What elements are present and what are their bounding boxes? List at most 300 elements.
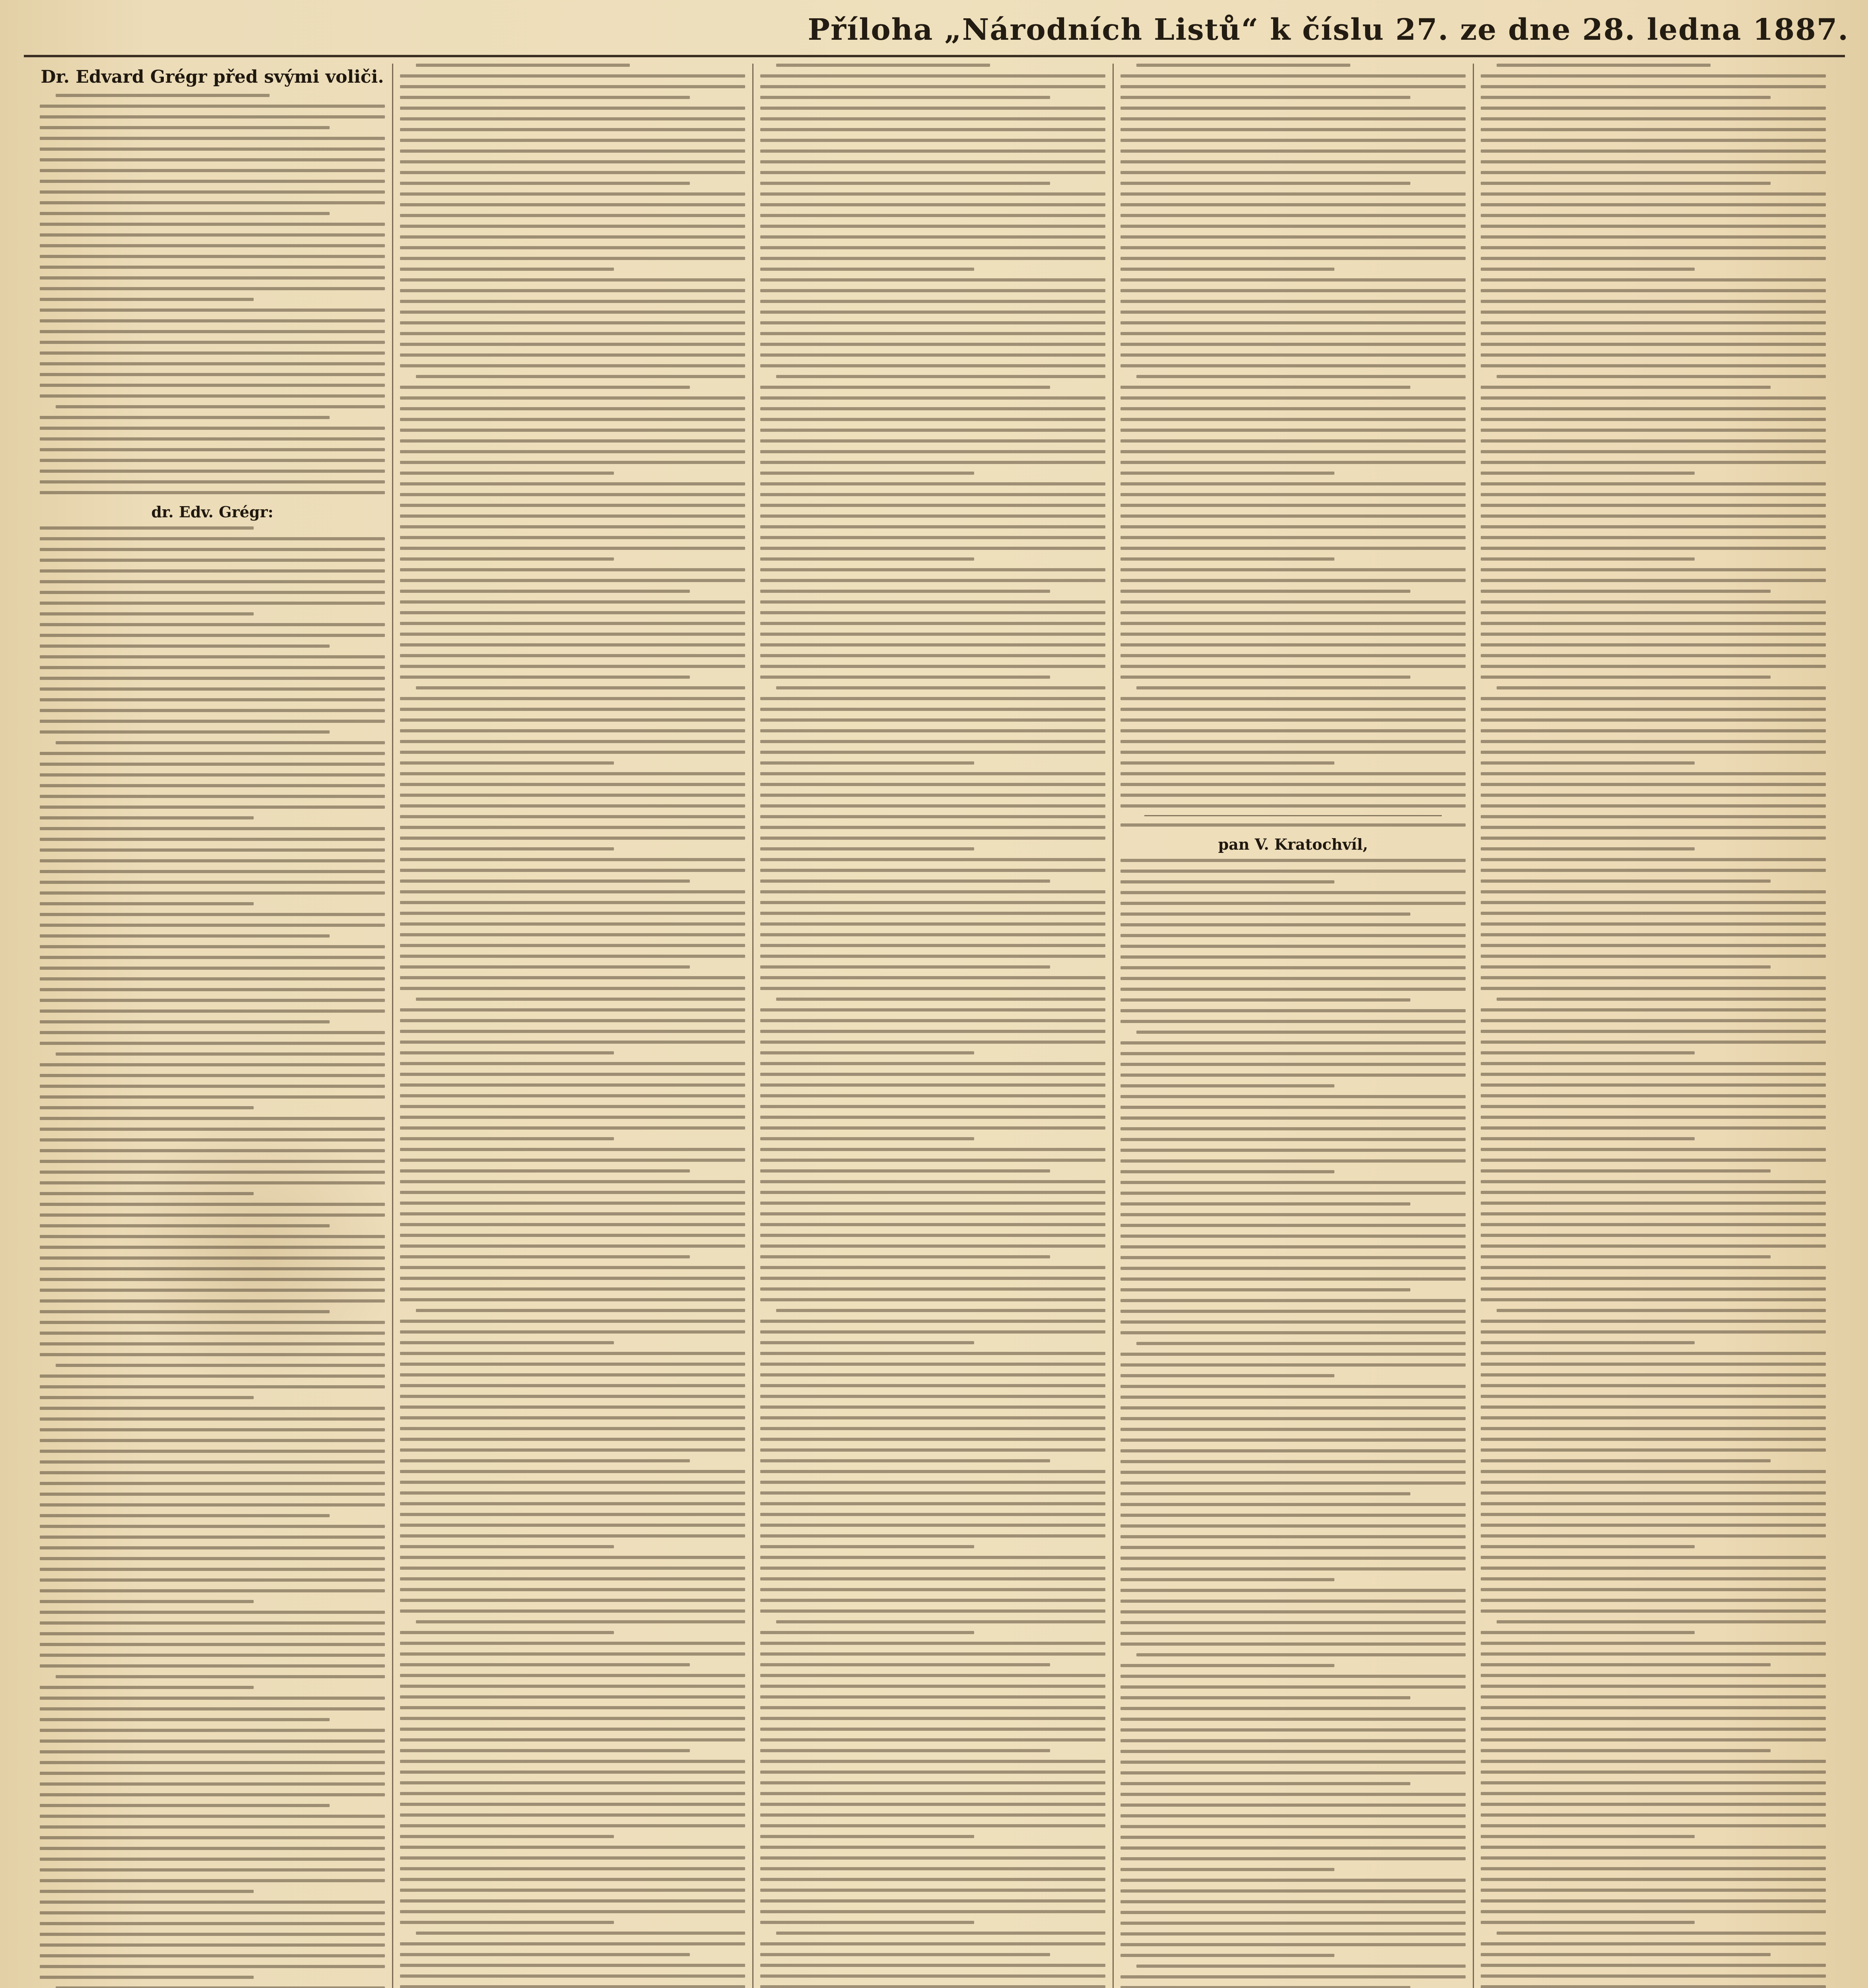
text-line [40,784,385,787]
text-line [40,1095,385,1099]
text-line [40,612,254,615]
text-line [400,1942,745,1945]
text-line [1120,1116,1466,1120]
text-line [760,321,1105,324]
text-line [40,1976,254,1979]
text-line [760,1126,1105,1130]
text-line [40,1063,385,1066]
text-line [1136,375,1466,378]
text-line [760,214,1105,217]
text-line [760,858,1105,861]
text-line [1481,976,1826,979]
text-line [1481,353,1826,357]
text-line [416,1620,745,1623]
text-line [400,955,745,958]
text-line [1120,643,1466,646]
text-line [1120,107,1466,110]
text-line [1120,718,1466,722]
text-line [760,74,1105,78]
text-line [1481,525,1826,528]
text-line [1120,1170,1334,1173]
text-line [40,148,385,151]
text-line [1481,654,1826,657]
text-line [1120,1396,1466,1399]
text-line [1120,246,1466,249]
text-line [40,1074,385,1077]
text-line [40,427,385,430]
text-line [1120,891,1466,894]
text-line [40,309,385,312]
text-line [1120,1642,1466,1646]
text-line [1120,1718,1466,1721]
text-line [400,1534,745,1538]
text-line [400,1352,745,1355]
text-line [400,1921,614,1924]
text-line [1120,1320,1466,1324]
text-line [760,1277,1105,1280]
text-line [40,126,330,129]
text-line [760,697,1105,700]
text-line [40,859,385,862]
text-line [1481,708,1826,711]
text-line [40,1450,385,1453]
text-line [1136,1031,1466,1034]
section-separator [1144,815,1442,816]
text-line [760,1373,1105,1376]
text-line [400,1459,690,1462]
text-line [760,171,1105,174]
text-line [760,235,1105,239]
text-line [1481,1674,1826,1677]
text-line [1120,966,1466,969]
text-line [1120,1256,1466,1259]
text-line [776,1932,1105,1935]
text-line [1481,429,1826,432]
text-line [400,1491,745,1495]
text-line [400,815,745,818]
text-line [760,1298,1105,1301]
text-line [760,1330,1105,1334]
column-divider [1473,64,1474,1988]
text-line [1481,1835,1695,1838]
text-line [1120,1288,1410,1291]
text-line [760,976,1105,979]
text-line [760,1244,1105,1248]
text-line [1481,1760,1826,1763]
text-line [1481,1921,1695,1924]
text-line [1120,1868,1334,1871]
text-line [40,977,385,980]
text-line [1481,1781,1826,1784]
text-line [760,1180,1105,1183]
text-line [760,1191,1105,1194]
text-line [1120,1632,1466,1635]
text-line [400,1642,745,1645]
text-line [1481,203,1826,206]
text-line [1120,1771,1466,1774]
text-line [1120,1224,1466,1227]
text-line [1120,289,1466,292]
text-line [1481,1803,1826,1806]
text-line [1120,321,1466,324]
text-line [1481,1137,1695,1140]
text-line [760,1889,1105,1892]
text-line [760,1105,1105,1108]
text-line [760,1792,1105,1795]
text-line [400,1298,745,1301]
text-line [1120,1954,1334,1957]
text-line [40,1128,385,1131]
text-line [400,804,745,808]
text-line [760,1899,1105,1903]
text-line [400,429,745,432]
text-line [40,1600,254,1603]
text-line [760,901,1105,904]
text-line [400,976,745,979]
text-line [40,913,385,916]
text-line [40,1825,385,1829]
text-line [40,999,385,1002]
text-line [1481,718,1826,722]
text-line [1120,1385,1466,1388]
text-line [1120,311,1466,314]
text-line [40,362,385,365]
text-line [416,686,745,689]
text-line [760,1481,1105,1484]
text-line [1120,1589,1466,1592]
text-line [1481,1609,1826,1613]
text-line [40,373,385,376]
text-line [40,190,385,194]
text-line [40,1256,385,1260]
text-line [1120,1986,1410,1988]
text-line [1120,1535,1466,1538]
text-line [400,1974,745,1978]
text-line [400,547,745,550]
text-line [760,1910,1105,1913]
text-line [40,1836,385,1839]
text-line [1481,1481,1826,1484]
text-line [400,579,745,582]
text-line [40,1278,385,1281]
text-line [40,537,385,540]
text-line [760,1706,1105,1709]
text-line [1481,1577,1826,1580]
text-line [400,450,745,453]
text-line [1481,1771,1826,1774]
text-line [1481,493,1826,496]
text-line [1481,1234,1826,1237]
text-line [760,772,1105,775]
text-line [1481,1019,1826,1022]
text-line [760,837,1105,840]
text-line [40,967,385,970]
text-line [760,1588,1105,1591]
text-line [760,1363,1105,1366]
text-line [1497,686,1826,689]
text-line [400,1255,690,1258]
text-line [400,1384,745,1387]
text-line [400,1706,745,1709]
text-line [760,461,1105,464]
text-line [760,343,1105,346]
text-line [760,740,1105,743]
text-line [40,1847,385,1850]
text-line [1120,1675,1466,1678]
text-line [400,826,745,829]
text-line [760,225,1105,228]
text-line [40,1536,385,1539]
text-line [40,698,385,701]
text-line [1120,1267,1466,1270]
text-line [40,1428,385,1431]
text-line [760,1824,1105,1827]
text-line [1481,1502,1826,1505]
text-line [760,1212,1105,1215]
text-line [400,1406,745,1409]
text-line [400,557,614,561]
text-line [1120,1299,1466,1302]
text-line [1120,482,1466,485]
text-line [400,1695,745,1699]
text-line [400,1234,745,1237]
text-line [1136,686,1466,689]
text-line [1120,665,1466,668]
text-line [760,182,1050,185]
text-line [1120,407,1466,410]
text-line [1481,1341,1695,1344]
text-line [1120,235,1466,239]
text-line [1481,1030,1826,1033]
text-line [1481,697,1826,700]
text-line [1481,1008,1826,1011]
text-line [40,201,385,204]
text-line [1120,708,1466,711]
text-line [760,633,1105,636]
text-line [40,1171,385,1174]
text-line [1481,547,1826,550]
text-line [400,1878,745,1881]
text-line [1481,826,1826,829]
text-line [1120,1310,1466,1313]
text-line [1120,386,1410,389]
text-line [40,655,385,658]
text-line [1120,1804,1466,1807]
text-line [760,965,1050,969]
text-line [760,622,1105,625]
text-line [760,1781,1105,1784]
text-line [1120,1127,1466,1130]
text-line [400,1985,745,1988]
text-line [400,1652,745,1656]
text-line [1120,1621,1466,1624]
text-line [1481,590,1771,593]
text-line [1120,1095,1466,1098]
text-line [760,429,1105,432]
text-line [1120,870,1466,873]
text-line [1120,1825,1466,1828]
text-line [1120,1664,1334,1667]
text-line [1120,1846,1466,1850]
column-4-body [1120,64,1466,1988]
text-line [760,1685,1105,1688]
text-line [760,590,1050,593]
text-line [40,1793,385,1796]
text-line [1481,1073,1826,1076]
text-line [400,1244,745,1248]
text-line [40,687,385,691]
text-line [40,752,385,755]
text-line [40,1729,385,1732]
text-line [1481,364,1826,367]
text-line [1481,418,1826,421]
text-line [40,1621,385,1625]
text-line [400,1395,745,1398]
text-line [400,1513,745,1516]
text-line [760,1116,1105,1119]
text-line [1120,988,1466,991]
text-line [1120,429,1466,432]
text-line [1481,1878,1826,1881]
text-line [400,847,614,850]
text-line [1120,1932,1466,1936]
text-line [400,718,745,722]
text-line [400,761,614,765]
text-line [400,1824,745,1827]
text-line [40,266,385,269]
text-line [1120,203,1466,206]
text-line [40,351,385,355]
text-line [40,1332,385,1335]
text-line [760,1813,1105,1817]
text-line [56,1052,385,1056]
text-line [40,1375,385,1378]
text-line [1120,1900,1466,1903]
text-line [1120,96,1410,99]
text-line [1120,1106,1466,1109]
text-line [1481,396,1826,400]
text-line [1481,837,1826,840]
text-line [400,225,745,228]
text-line [760,1652,1105,1656]
text-line [1120,1245,1466,1248]
text-line [40,1611,385,1614]
text-line [400,1577,745,1580]
text-line [776,998,1105,1001]
text-line [1481,579,1826,582]
text-line [400,783,745,786]
text-line [56,1364,385,1367]
text-line [760,579,1105,582]
text-line [760,482,1105,485]
text-line [760,1577,1105,1580]
text-line [40,848,385,852]
text-line [1481,1459,1771,1462]
text-line [40,1246,385,1249]
text-line [1481,1148,1826,1151]
text-line [400,729,745,732]
text-line [1120,1235,1466,1238]
text-line [760,332,1105,335]
text-line [1120,139,1466,142]
text-line [1481,1513,1826,1516]
text-line [40,591,385,594]
text-line [1481,182,1771,185]
text-line [1136,1653,1466,1656]
text-line [1481,1974,1826,1978]
text-line [40,1460,385,1464]
text-line [760,386,1050,389]
text-line [400,439,745,443]
text-line [1120,1331,1466,1334]
text-line [1481,568,1826,571]
text-line [760,289,1105,292]
text-line [760,1041,1105,1044]
text-line [760,85,1105,88]
text-line [1120,182,1410,185]
text-line [760,890,1105,893]
text-line [760,1631,974,1634]
text-line [400,869,745,872]
text-line [760,514,1105,518]
text-line [1120,332,1466,335]
text-line [1120,1277,1466,1281]
text-line [760,1062,1105,1065]
text-line [40,448,385,451]
text-line [1481,858,1826,861]
text-line [760,912,1105,915]
text-line [1481,1545,1695,1548]
text-line [400,289,745,292]
section-subheading: dr. Edv. Grégr: [151,503,274,521]
text-line [1120,697,1466,700]
text-line [1481,1588,1826,1591]
text-line [1120,1782,1410,1785]
text-line [760,1856,1105,1860]
text-line [40,416,330,419]
column-3-body [760,64,1105,1988]
text-line [1120,1814,1466,1817]
text-line [40,394,385,398]
text-line [760,1448,1105,1452]
text-line [1120,1353,1466,1356]
text-line [760,600,1105,604]
text-line [400,1481,745,1484]
text-line [1481,514,1826,518]
text-line [1481,633,1826,636]
text-line [1481,1352,1826,1355]
column-divider [752,64,753,1988]
text-line [400,128,745,131]
text-line [400,85,745,88]
text-line [56,1675,385,1678]
text-line [400,740,745,743]
text-line [400,300,745,303]
text-line [760,1513,1105,1516]
text-line [400,1846,745,1849]
text-line [400,1771,745,1774]
text-line [760,525,1105,528]
text-line [400,633,745,636]
text-line [1120,902,1466,905]
text-line [40,988,385,991]
text-line [40,1868,385,1872]
text-line [400,1083,745,1087]
text-line [1481,1824,1826,1827]
text-line [1120,772,1466,775]
text-line [1481,128,1826,131]
text-line [760,1416,1105,1419]
